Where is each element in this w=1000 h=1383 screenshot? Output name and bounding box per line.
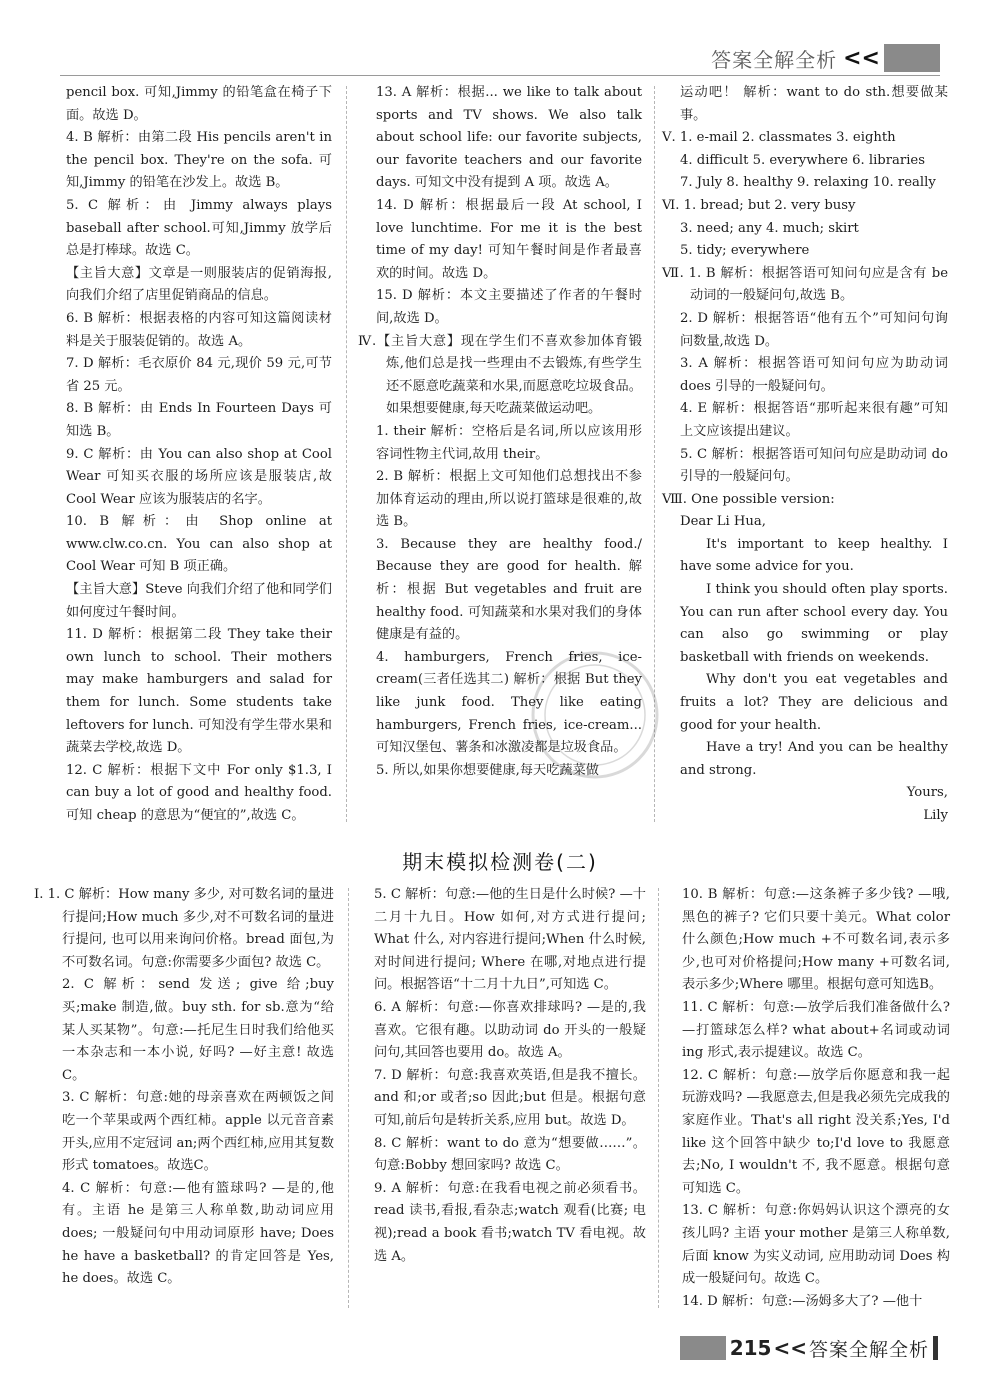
answer-item: 5. C 解析：句意:—他的生日是什么时候? —十二月十九日。How 如何,对方式进行提问; What 什么, 对内容进行提问;When 什么时候,对时间进行提问; Where 在哪,对地点进行提问。根据答语“十二月十九日”,可知选 C。 [374, 887, 646, 993]
answer-item: 8. B 解析：由 Ends In Fourteen Days 可知选 B。 [66, 401, 332, 439]
answer-item: 4. B 解析：由第二段 His pencils aren't in the pencil box. They're on the sofa. 可知,Jimmy 的铅笔在沙发上。故选 B。 [66, 130, 332, 191]
answer-item: 5. C 解析：由 Jimmy always plays baseball after school.可知,Jimmy 放学后总是打棒球。故选 C。 [66, 197, 332, 259]
chevron-left-icon: << [843, 45, 880, 71]
letter-paragraph: It's important to keep healthy. I have some advice for you. [680, 536, 948, 575]
answer-item: 2. D 解析：根据答语“他有五个”可知问句询问数量,故选 D。 [680, 310, 948, 349]
header-title: 答案全解全析 [711, 47, 838, 72]
main-idea: 【主旨大意】Steve 向我们介绍了他和同学们如何度过午餐时间。 [66, 582, 332, 620]
answer-item: 3. C 解析：句意:她的母亲喜欢在两顿饭之间吃一个苹果或两个西红柿。apple 以元音音素开头,应用不定冠词 an;两个西红柿,应用其复数形式 tomatoes。故选C。 [62, 1090, 334, 1174]
answer-item: 7. D 解析：毛衣原价 84 元,现价 59 元,可节省 25 元。 [66, 356, 332, 394]
answer-item: 6. A 解析：句意:—你喜欢排球吗? —是的,我喜欢。它很有趣。以助动词 do 开头的一般疑问句,其回答也要用 do。故选 A。 [374, 999, 646, 1061]
answer-item: 15. D 解析：本文主要描述了作者的午餐时间,故选 D。 [376, 288, 642, 326]
answer-item: 5. C 解析：根据答语可知问句应是助动词 do 引导的一般疑问句。 [680, 446, 948, 485]
answer-item: 6. B 解析：根据表格的内容可知这篇阅读材料是关于服装促销的。故选 A。 [66, 310, 332, 349]
letter-paragraph: Have a try! And you can be healthy and strong. [680, 740, 948, 778]
footer-title: 答案全解全析 [808, 1338, 929, 1361]
answer-item: 3. need; any 4. much; skirt [680, 220, 859, 236]
answer-item: 10. B 解析：句意:—这条裤子多少钱? —哦,黑色的裤子? 它们只要十美元。What color 什么颜色;How much +不可数名词,表示多少,也可对价格提问;How many +可数名词,表示多少;Where 哪里。根据句意可知选B。 [682, 887, 950, 993]
header-rule [60, 75, 940, 76]
letter-paragraph: Why don't you eat vegetables and fruits a lot? They are delicious and good for your health. [680, 672, 948, 733]
letter-greeting: Dear Li Hua, [680, 514, 766, 530]
answer-item: 4. C 解析：句意:—他有篮球吗? —是的,他有。主语 he 是第三人称单数,助动词应用 does; 一般疑问句中用动词原形 have; Does he have a basketball? 的肯定回答是 Yes, he does。故选 C。 [62, 1180, 334, 1287]
answer-item: 8. C 解析：want to do 意为“想要做……”。句意:Bobby 想回家吗? 故选 C。 [374, 1135, 646, 1174]
answer-item: 2. B 解析：根据上文可知他们总想找出不参加体育运动的理由,所以说打篮球是很难的,故选 B。 [376, 469, 642, 530]
answer-item: 9. A 解析：句意:在我看电视之前必须看书。read 读书,看报,看杂志;watch 观看(比赛; 电视);read a book 看书;watch TV 看电视。故选 A。 [374, 1180, 646, 1264]
answer-item: 12. C 解析：句意:—放学后你愿意和我一起玩游戏吗? —我愿意去,但是我必须先完成我的家庭作业。That's all right 没关系;Yes, I'd like 这个回答中缺少 to;I'd love to 我愿意去;No, I wouldn't 不, 我不愿意。根据句意可知选 C。 [682, 1067, 950, 1196]
section-title: 期末模拟检测卷(二) [402, 850, 598, 874]
answer-item: 1. their 解析：空格后是名词,所以应该用形容词性物主代词,故用 their。 [376, 423, 642, 462]
column-divider [346, 86, 347, 822]
column-divider [348, 888, 349, 1308]
answer-item: 11. C 解析：句意:—放学后我们准备做什么? —打篮球怎么样? what about+名词或动词 ing 形式,表示提建议。故选 C。 [682, 999, 950, 1061]
bottom-column-1 [34, 884, 334, 1291]
answer-item: Ⅷ. One possible version: [662, 491, 835, 507]
answer-item: 14. D 解析：根据最后一段 At school, I love lunchtime. For me it is the best time of my day! 可知午餐时间是作者最喜欢的时间。故选 D。 [376, 197, 642, 281]
watermark-stamp-icon [520, 640, 670, 790]
answer-item: Ⅰ. 1. C 解析：How many 多少, 对可数名词的量进行提问;How much 多少,对不可数名词的量进行提问, 也可以用来询问价格。bread 面包,为不可数名词。句意:你需要多少面包? 故选 C。 [34, 887, 334, 970]
main-idea: 【主旨大意】文章是一则服装店的促销海报,向我们介绍了店里促销商品的信息。 [66, 265, 332, 304]
bottom-column-2 [356, 884, 646, 1268]
answer-item: 13. C 解析：句意:你妈妈认识这个漂亮的女孩儿吗? 主语 your mother 是第三人称单数, 后面 know 为实义动词, 应用助动词 Does 构成一般疑问句。故选 C。 [682, 1203, 950, 1287]
answer-item: 11. D 解析：根据第二段 They take their own lunch to school. Their mothers may make hamburgers and salad for them for lunch. Some students take leftovers for lunch. 可知没有学生带水果和蔬菜去学校,故选 D。 [66, 627, 332, 756]
answer-item: 10. B 解析：由 Shop online at www.clw.co.cn. You can also shop at Cool Wear 可知 B 项正确。 [66, 514, 332, 575]
answer-item: 2. C 解析：send 发送; give 给;buy 买;make 制造,做。buy sth. for sb.意为“给某人买某物”。句意:—托尼生日时我们给他买一本杂志和一本小说, 好吗? —好主意! 故选 C。 [62, 977, 334, 1083]
footer-bar [680, 1336, 726, 1360]
answer-item: 3. A 解析：根据答语可知问句应为助动词 does 引导的一般疑问句。 [680, 356, 948, 394]
page-footer [680, 1334, 938, 1362]
main-idea: Ⅳ.【主旨大意】现在学生们不喜欢参加体育锻炼,他们总是找一些理由不去锻炼,有些学生还不愿意吃蔬菜和水果,而愿意吃垃圾食品。如果想要健康,每天吃蔬菜做运动吧。 [358, 333, 642, 417]
answer-item: 4. E 解析：根据答语“那听起来很有趣”可知上文应该提出建议。 [680, 401, 948, 439]
letter-closing: Yours, [906, 785, 948, 801]
top-column-3 [662, 82, 948, 828]
footer-end-bar [933, 1336, 938, 1360]
page-number: 215 [729, 1336, 772, 1360]
answer-item: Ⅵ. 1. bread; but 2. very busy [662, 197, 856, 213]
answer-item: Ⅶ. 1. B 解析：根据答语可知问句应是含有 be 动词的一般疑问句,故选 B。 [662, 265, 948, 304]
top-column-1 [66, 82, 332, 828]
answer-item: 14. D 解析：句意:—汤姆多大了? —他十 [682, 1293, 923, 1309]
answer-item: Ⅴ. 1. e-mail 2. classmates 3. eighth [662, 130, 896, 146]
letter-paragraph: I think you should often play sports. You can run after school every day. You can also go swimming or play basketball with friends on weekends. [680, 582, 948, 665]
answer-item: 7. July 8. healthy 9. relaxing 10. really [680, 175, 936, 191]
letter-signature: Lily [923, 808, 948, 823]
answer-item: 5. 所以,如果你想要健康,每天吃蔬菜做 [376, 762, 599, 778]
answer-item: 9. C 解析：由 You can also shop at Cool Wear 可知买衣服的场所应该是服装店,故 Cool Wear 应该为服装店的名字。 [66, 446, 332, 507]
answer-item: 4. difficult 5. everywhere 6. libraries [680, 152, 925, 168]
answer-item: 12. C 解析：根据下文中 For only $1.3, I can buy a lot of good and healthy food.可知 cheap 的意思为“便宜的”,故选 C。 [66, 762, 332, 823]
answer-item: 5. tidy; everywhere [680, 243, 810, 259]
bottom-column-3 [664, 884, 950, 1313]
answer-item: 13. A 解析：根据... we like to talk about sports and TV shows. We also talk about school life: our favorite subjects, our favorite teachers and our favorite days. 可知文中没有提到 A 项。故选 A。 [376, 85, 642, 191]
answer-item: 运动吧！ 解析：want to do sth.想要做某事。 [680, 85, 948, 123]
answer-item: 7. D 解析：句意:我喜欢英语,但是我不擅长。and 和;or 或者;so 因此;but 但是。根据句意可知,前后句是转折关系,应用 but。故选 D。 [374, 1067, 646, 1128]
header-bar [884, 44, 940, 72]
answer-item: 4. hamburgers, French fries, ice-cream(三者任选其二) 解析：根据 But they like junk food. They like eating hamburgers, French fries, ice-cream... 可知汉堡包、薯条和冰激凌都是垃圾食品。 [376, 649, 642, 756]
column-divider [658, 888, 659, 1308]
answer-item: pencil box. 可知,Jimmy 的铅笔盒在椅子下面。故选 D。 [66, 85, 332, 123]
chevron-left-icon: << [773, 1336, 807, 1360]
answer-item: 3. Because they are healthy food./ Because they are good for health. 解析：根据 But vegetables and fruit are healthy food. 可知蔬菜和水果对我们的身体健康是有益的。 [376, 536, 642, 643]
page-header [711, 44, 940, 72]
